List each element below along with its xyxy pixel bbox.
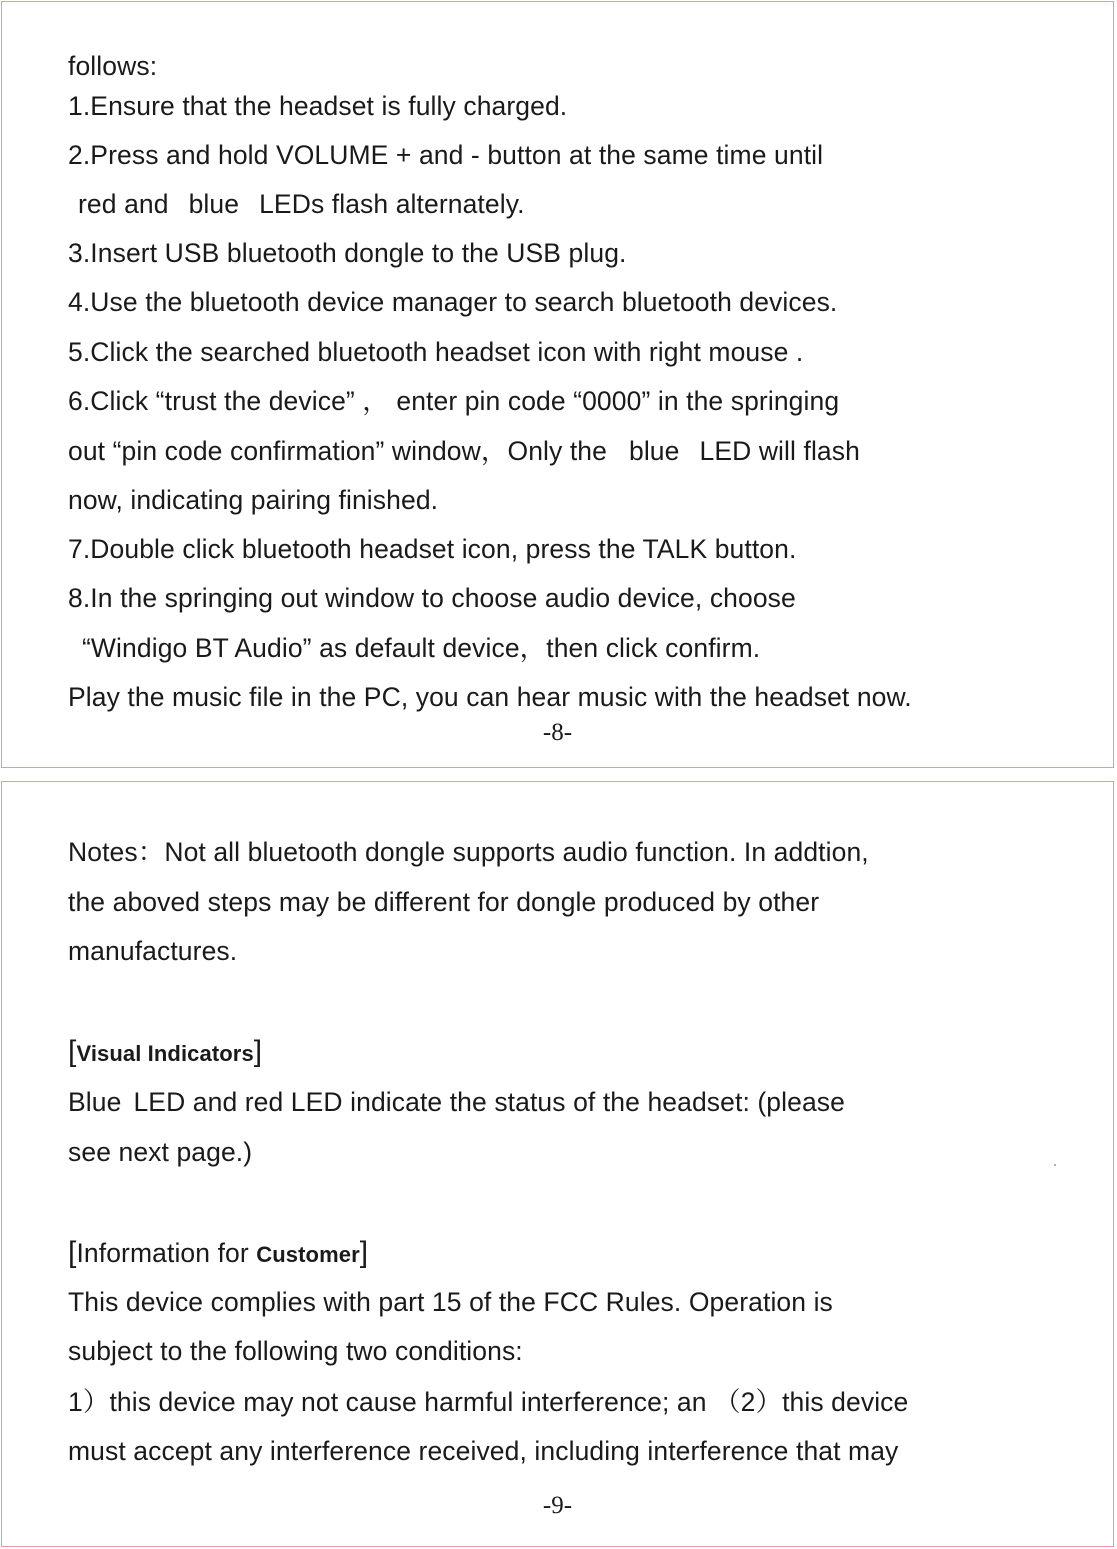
manual-page-8 [1, 1, 1114, 768]
blue-led-label: Blue [68, 1087, 122, 1117]
heading-close-bracket: ] [253, 1035, 263, 1068]
heading-open-bracket: [ [68, 1035, 77, 1068]
step-8-line-2: “Windigo BT Audio” as default device，then click confirm. [82, 633, 761, 663]
notes-line-3: manufactures. [68, 936, 238, 966]
step-7: 7.Double click bluetooth headset icon, press the TALK button. [68, 534, 797, 564]
customer-info-title-start: Information for [76, 1238, 249, 1268]
step-6-line-3: now, indicating pairing finished. [68, 485, 439, 515]
step-5: 5.Click the searched bluetooth headset icon with right mouse . [68, 337, 804, 367]
customer-info-title-end: Customer [256, 1242, 360, 1267]
blue-led-text: blue [188, 189, 240, 219]
fcc-line-4: must accept any interference received, including interference that may [68, 1436, 899, 1466]
visual-line-1-rest: LED and red LED indicate the status of the headset: (please [133, 1087, 845, 1117]
visual-indicators-heading [68, 1036, 262, 1070]
notes-line-1: Notes：Not all bluetooth dongle supports audio function. In addtion, [68, 837, 869, 867]
visual-line-1 [68, 1086, 845, 1118]
step-8-line-1: 8.In the springing out window to choose audio device, choose [68, 583, 796, 613]
customer-info-heading [68, 1237, 368, 1271]
step-2-line-2 [78, 188, 525, 220]
page-number-8: -8- [542, 719, 573, 746]
final-instruction: Play the music file in the PC, you can hear music with the headset now. [68, 682, 912, 712]
blue-led-text-2: blue [628, 436, 680, 466]
step-1: 1.Ensure that the headset is fully charged. [68, 91, 568, 121]
step-2-rest: LEDs flash alternately. [259, 189, 525, 219]
fcc-line-3: 1）this device may not cause harmful interference; an （2）this device [68, 1387, 909, 1417]
fcc-line-2: subject to the following two conditions: [68, 1336, 523, 1366]
step-6-line-1: 6.Click “trust the device” ， enter pin code “0000” in the springing [68, 386, 840, 416]
scan-speck [1054, 1164, 1056, 1166]
step-6-line-2-start: out “pin code confirmation” window，Only the [68, 436, 607, 466]
heading-close-bracket: ] [359, 1236, 369, 1269]
page-number-9: -9- [542, 1492, 573, 1519]
step-4: 4.Use the bluetooth device manager to search bluetooth devices. [68, 287, 838, 317]
manual-page-9 [1, 781, 1114, 1547]
notes-line-2: the aboved steps may be different for dongle produced by other [68, 887, 820, 917]
step-2-line-1: 2.Press and hold VOLUME + and - button at the same time until [68, 140, 824, 170]
fcc-line-1: This device complies with part 15 of the FCC Rules. Operation is [68, 1287, 833, 1317]
intro-text: follows: [68, 51, 158, 81]
step-3: 3.Insert USB bluetooth dongle to the USB plug. [68, 238, 627, 268]
heading-open-bracket: [ [68, 1236, 77, 1269]
visual-line-2: see next page.) [68, 1137, 253, 1167]
step-6-line-2-end: LED will flash [699, 436, 860, 466]
visual-indicators-title: Visual Indicators [76, 1041, 254, 1066]
step-6-line-2 [68, 435, 860, 467]
red-led-text: red and [78, 189, 169, 219]
